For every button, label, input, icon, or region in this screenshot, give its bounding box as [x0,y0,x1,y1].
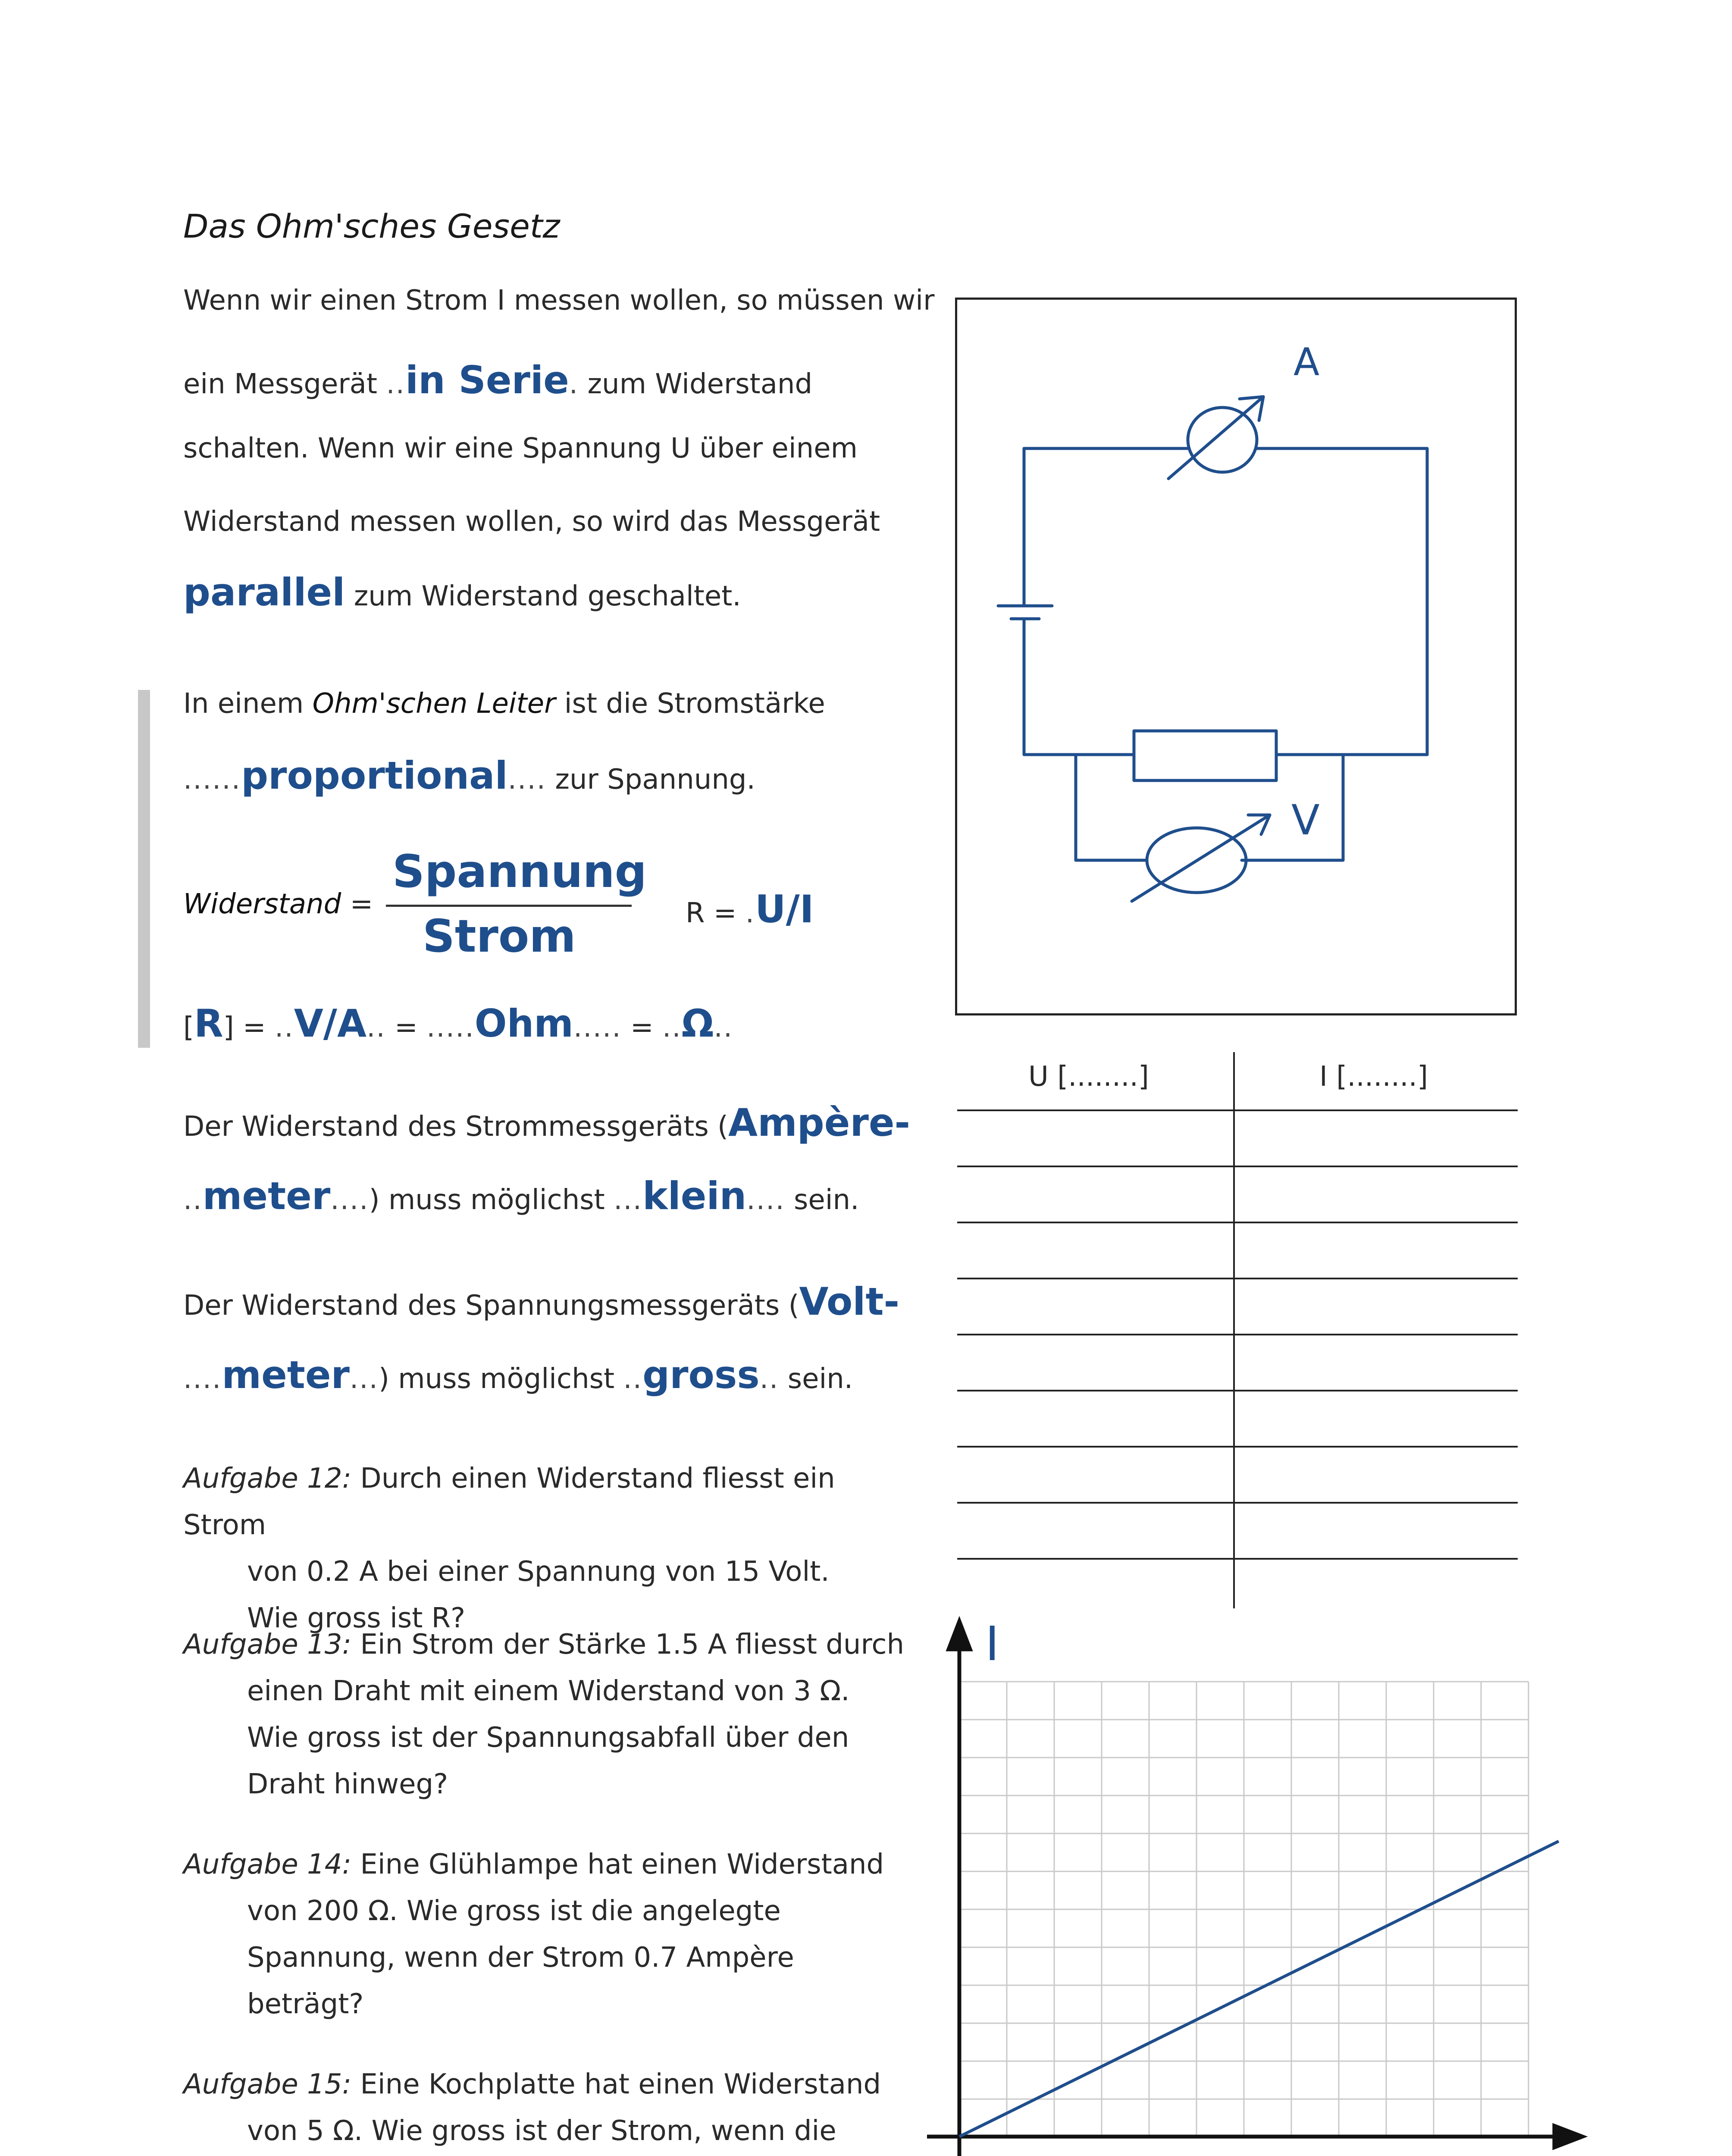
blank-dots: ..... [426,1012,475,1044]
ammeter-text: Der Widerstand des Strommessgeräts ( [183,1111,728,1143]
ammeter-text: sein. [785,1184,859,1216]
intro-line-4 [183,508,880,536]
voltmeter-text: ) muss möglichst [378,1363,623,1395]
task-text: von 200 Ω. Wie gross ist die angelegte [247,1895,781,1927]
table-header-u: U [........] [1028,1061,1149,1093]
handwritten-answer: meter [222,1353,350,1397]
handwritten-answer: meter [202,1174,331,1218]
blank-dots: .. [366,1012,386,1044]
task-text: Durch einen Widerstand fliesst ein Strom [183,1463,835,1541]
ohm-line-2 [183,753,755,798]
blank-dots: ... [614,1184,643,1216]
task-14 [183,1841,916,2028]
fraction-numerator: Spannung [392,845,647,898]
intro-line-1 [183,285,935,317]
handwritten-answer: Ohm [474,1001,573,1046]
blank-dots: .. [714,1012,733,1044]
widerstand-label [183,890,373,918]
intro-line-5 [183,570,741,614]
task-text: von 0.2 A bei einer Spannung von 15 Volt. [247,1556,830,1588]
voltmeter-line-1 [183,1279,900,1324]
handwritten-answer: V/A [294,1001,367,1046]
handwritten-answer: R [194,1001,223,1046]
blank-dots: ... [349,1363,379,1395]
handwritten-answer: Volt- [799,1279,900,1324]
r-formula [686,887,814,931]
task-text: Wie gross ist R? [247,1602,466,1634]
task-text: Ein Strom der Stärke 1.5 A fliesst durch [351,1629,905,1661]
ammeter-text: ) muss möglichst [369,1184,614,1216]
y-axis-label: I [985,1616,999,1671]
blank-dots: .... [330,1184,369,1216]
intro-line-3 [183,432,858,464]
task-13 [183,1621,916,1808]
value-table [957,1052,1518,1608]
task-label: Aufgabe 13: [183,1629,352,1661]
handwritten-answer: parallel [183,570,345,614]
intro-text: Widerstand messen wollen, so wird das Messgerät [183,506,880,538]
bracket-open: [ [183,1012,194,1044]
graph-grid [927,1613,1660,2156]
task-label: Aufgabe 14: [183,1849,352,1880]
equals-sign: = [630,1012,654,1044]
blank-dots: . [745,897,755,929]
page-title: Das Ohm'sches Gesetz [183,207,560,245]
handwritten-answer: Ω [681,1001,714,1046]
proportional-line [959,1841,1559,2137]
wire-left-lower [1024,636,1134,755]
fraction-bar [386,905,632,907]
intro-text: ein Messgerät [183,368,386,400]
task-label: Aufgabe 15: [183,2068,352,2100]
voltmeter-label: V [1291,796,1320,844]
handwritten-answer: U/I [755,887,814,931]
intro-text: zum Widerstand geschaltet. [345,580,741,612]
blank-dots: . [569,368,579,400]
margin-bar [138,690,150,1048]
ammeter-line-1 [183,1100,911,1145]
blank-dots: .. [759,1363,779,1395]
voltmeter-text: Der Widerstand des Spannungsmessgeräts ( [183,1290,799,1322]
r-label: R = [686,897,737,929]
task-text: Wie gross ist der Spannungsabfall über den [247,1722,849,1754]
task-text: Draht hinweg? [247,1768,448,1800]
ammeter-circle [1188,407,1257,472]
table-header-i: I [........] [1319,1061,1428,1093]
blank-dots: .... [746,1184,785,1216]
intro-text: zum Widerstand [579,368,813,400]
task-text [183,2154,916,2156]
task-text: beträgt? [247,1988,364,2020]
equals-sign: = [350,888,373,920]
handwritten-answer: gross [642,1353,760,1397]
equals-sign: = [395,1012,418,1044]
voltmeter-line-2 [183,1353,853,1397]
ohm-text: In einem [183,688,313,720]
ammeter-line-2 [183,1174,859,1218]
task-12 [183,1455,916,1642]
fraction-denominator: Strom [423,910,576,962]
ohm-text: zur Spannung. [546,764,755,796]
handwritten-answer: Ampère- [728,1100,911,1145]
unit-line [183,1001,733,1046]
task-15 [183,2061,916,2156]
blank-dots: .. [662,1012,682,1044]
blank-dots: ..... [573,1012,622,1044]
blank-dots: .... [507,764,547,796]
task-text: Eine Glühlampe hat einen Widerstand [351,1849,884,1880]
blank-dots: .. [275,1012,294,1044]
x-axis-arrowhead [1554,2126,1582,2147]
blank-dots: .. [623,1363,643,1395]
task-text: Spannung, wenn der Strom 0.7 Ampère [247,1942,794,1974]
ohm-line-1 [183,690,825,718]
y-axis-arrowhead [949,1621,970,1649]
grid-lines [959,1682,1528,2137]
task-text: einen Draht mit einem Widerstand von 3 Ω. [247,1675,850,1707]
wire-volt-left [1076,755,1147,860]
task-text: Eine Kochplatte hat einen Widerstand [351,2068,881,2100]
wire-top-right [1257,448,1427,755]
resistor-box [1134,731,1276,780]
task-text: von 5 Ω. Wie gross ist der Strom, wenn die [247,2115,836,2147]
blank-dots: .... [183,1363,222,1395]
voltmeter-text: sein. [779,1363,853,1395]
intro-line-2 [183,358,813,402]
ohm-emphasis: Ohm'schen Leiter [312,688,556,720]
widerstand-word: Widerstand [183,888,341,920]
bracket-close: ] = [223,1012,266,1044]
handwritten-answer: proportional [241,753,508,798]
task-label: Aufgabe 12: [183,1463,352,1495]
circuit-diagram [955,298,1517,1015]
handwritten-answer: klein [642,1174,747,1218]
blank-dots: .. [183,1184,203,1216]
intro-text: schalten. Wenn wir eine Spannung U über einem [183,432,858,464]
blank-dots: ...... [183,764,241,796]
handwritten-answer: in Serie [405,358,569,402]
ohm-text: ist die Stromstärke [555,688,825,720]
intro-text: Wenn wir einen Strom I messen wollen, so müssen wir [183,285,935,317]
blank-dots: .. [386,368,405,400]
ammeter-label: A [1294,340,1320,384]
